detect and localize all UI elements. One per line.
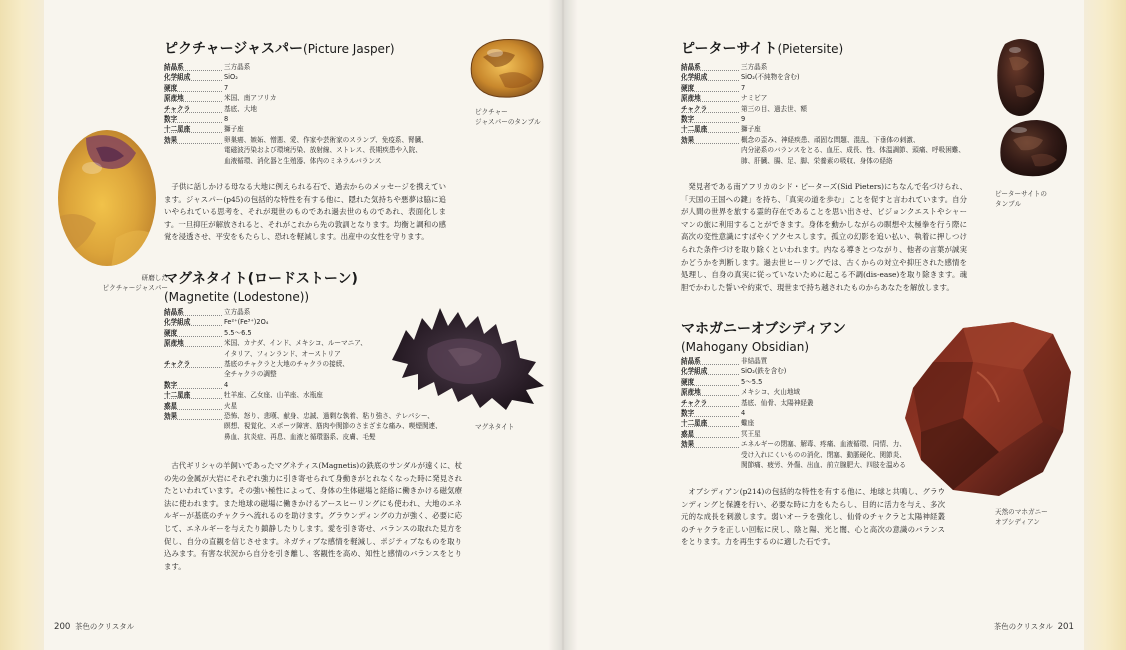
pietersite-tumble-top-image xyxy=(995,36,1047,118)
property-value: SiO₂(鉄を含む) xyxy=(741,367,787,376)
book-gutter xyxy=(548,0,578,650)
property-row xyxy=(681,72,965,82)
property-row xyxy=(681,366,906,376)
property-label: 硬度 xyxy=(681,83,739,92)
property-row xyxy=(681,377,906,387)
property-label: 惑星 xyxy=(164,401,222,410)
property-label: 硬度 xyxy=(164,328,222,337)
property-value: 非結晶質 xyxy=(741,357,768,365)
property-value: 火星 xyxy=(224,401,238,410)
property-label: 原産地 xyxy=(164,338,222,347)
property-value: ナミビア xyxy=(741,94,768,103)
property-label: 硬度 xyxy=(681,377,739,386)
property-value: 三方晶系 xyxy=(741,63,768,71)
polished-picture-jasper-image xyxy=(56,128,158,268)
property-label: 化学組成 xyxy=(164,317,222,326)
right-page-footer xyxy=(994,621,1074,632)
property-row xyxy=(164,72,428,82)
property-row xyxy=(681,83,965,93)
property-label: 惑星 xyxy=(681,429,739,438)
property-row xyxy=(681,104,965,114)
property-label: 化学組成 xyxy=(164,72,222,81)
property-label: 化学組成 xyxy=(681,366,739,375)
property-value: 基底、大地 xyxy=(224,104,257,113)
property-label: 原産地 xyxy=(164,93,222,102)
magnetite-image xyxy=(388,300,548,412)
right-page xyxy=(563,0,1084,650)
property-label: 結晶系 xyxy=(164,62,222,71)
magnetite-title xyxy=(164,268,358,304)
property-value: 4 xyxy=(741,409,746,418)
polished-picture-jasper-caption: 研磨した ピクチャージャスパー xyxy=(102,274,168,292)
property-value: 冥王星 xyxy=(741,429,761,438)
mahogany-obsidian-body: オブシディアン(p214)の包括的な特性を有する他に、地球と共鳴し、グラウンディングと保護を行い、必要な時に力をもたらし、目的に活力を与え、多次元的な成長を刺激します。弱いオーラを強化し、仙骨のチャクラと太陽神経叢のチャクラを正しい回転に戻し、陰と陽、光と闇、心と高次の意識のバランスをとります。力を再生するのに適した石です。 xyxy=(681,487,945,547)
property-row xyxy=(164,114,428,124)
property-row xyxy=(681,93,965,103)
magnetite-caption: マグネタイト xyxy=(475,423,515,431)
property-label: 数字 xyxy=(164,380,222,389)
pietersite-tumble-caption: ピーターサイトの タンブル xyxy=(995,190,1048,208)
property-label: 十二星座 xyxy=(681,418,739,427)
property-value: 米国、南アフリカ xyxy=(224,94,277,103)
property-value: 恐怖、怒り、悲嘆、献身、忠誠、過剰な執着、粘り強さ、テレパシー、 瞑想、視覚化、スポーツ障害、筋肉や関節のさまざまな痛み、喫煙関連、 鼻血、抗炎症、再息、血液と循環器系、皮膚、毛髪 xyxy=(224,412,442,441)
property-label: 硬度 xyxy=(164,83,222,92)
property-row xyxy=(681,114,965,124)
property-label: 原産地 xyxy=(681,387,739,396)
property-label: チャクラ xyxy=(681,104,739,113)
property-label: 数字 xyxy=(681,114,739,123)
property-value: 三方晶系 xyxy=(224,63,251,71)
property-label: 十二星座 xyxy=(681,124,739,133)
right-running-footer: 茶色のクリスタル xyxy=(993,622,1053,631)
property-value: 基底のチャクラと大地のチャクラの接続、 全チャクラの調整 xyxy=(224,360,349,379)
property-value: 4 xyxy=(224,380,229,389)
pietersite-title-en: (Pietersite) xyxy=(777,42,844,56)
property-value: 獅子座 xyxy=(224,125,244,134)
property-value: 蠍座 xyxy=(741,419,755,428)
right-page-number: 201 xyxy=(1057,622,1074,632)
property-label: 数字 xyxy=(164,114,222,123)
mahogany-obsidian-caption: 天然のマホガニー オブシディアン xyxy=(995,508,1048,526)
mahogany-obsidian-image xyxy=(903,322,1073,498)
magnetite-title-en: (Magnetite (Lodestone)) xyxy=(164,290,310,304)
left-running-footer: 茶色のクリスタル xyxy=(75,622,135,631)
picture-jasper-body: 子供に話しかける母なる大地に例えられる石で、過去からのメッセージを携えています。ジャスパー(p45)の包括的な特性を有する他に、隠れた気持ちや悪夢は脇に追いやられている思考を、それが現世のものであれ過去世のものであれ、表面化します。一旦抑圧が解放されると、それがこれから先の敦訓となります。均衡と調和の感覚を浸透させ、平安をもたらし、恐れを軽減します。出産中の女性を守ります。 xyxy=(164,182,446,242)
left-page-number: 200 xyxy=(54,622,71,632)
pietersite-title-jp: ピーターサイト xyxy=(681,41,778,57)
property-label: 十二星座 xyxy=(164,124,222,133)
picture-jasper-tumble-image xyxy=(469,37,545,99)
property-value: 5〜5.5 xyxy=(741,377,763,386)
property-row xyxy=(681,408,906,418)
property-label: 効果 xyxy=(681,439,739,448)
property-value: SiO₂(不純物を含む) xyxy=(741,73,800,82)
property-value: 基底、仙骨、太陽神経叢 xyxy=(741,398,814,407)
magnetite-body: 古代ギリシャの羊飼いであったマグネティス(Magnetis)の鉄底のサンダルが遠くに、杖の先の金属が大岩にそれぞれ強力に引き寄せられて身動きがとれなくなった時に発見されたといわれています。その強い極性によって、身体の生体磁場と経絡に働きかける磁気療法に使われます。また地球の磁場に働きかけるアースヒーリングにも使われ、大地のエネルギーが基底のチャクラへ流れるのを助けます。グラウンディングの力が強く、必要に応じて、エネルギーを与えたり鎮静したりします。愛を引き寄せ、バランスの取れた見方を促し、自分の直観を信じさせます。ネガティブな感情を軽減し、ポジティブなものを取り込みます。有害な状況から自分を引き離し、客観性を高め、知性と感情のバランスをとります。 xyxy=(164,461,462,571)
property-value: 9 xyxy=(741,115,746,124)
property-label: 結晶系 xyxy=(164,307,222,316)
property-value: Fe²⁺(Fe³⁺)2O₄ xyxy=(224,318,269,327)
mahogany-obsidian-title-jp: マホガニーオブシディアン xyxy=(681,321,847,337)
property-value: 概念の歪み、神経疾患、頑固な問題、混乱、下垂体の刺激、 内分泌系のバランスをとる、血圧、成長、性、体温調節、頭痛、呼吸困難、 肺、肝臓、腸、足、脚、栄養素の吸収、身体の経絡 xyxy=(741,135,965,165)
property-value: 7 xyxy=(741,83,746,92)
property-row xyxy=(164,124,428,134)
property-value: 立方晶系 xyxy=(224,308,251,316)
property-row xyxy=(164,411,442,442)
property-label: 化学組成 xyxy=(681,72,739,81)
property-value: 5.5〜6.5 xyxy=(224,328,252,337)
picture-jasper-title xyxy=(164,38,395,58)
mahogany-obsidian-title-en: (Mahogany Obsidian) xyxy=(681,340,810,354)
property-value: 7 xyxy=(224,83,229,92)
magnetite-title-jp: マグネタイト(ロードストーン) xyxy=(164,271,358,287)
property-label: 数字 xyxy=(681,408,739,417)
property-value: 8 xyxy=(224,115,229,124)
property-value: SiO₂ xyxy=(224,73,238,82)
pietersite-title xyxy=(681,38,843,58)
property-value: メキシコ、火山地域 xyxy=(741,388,801,397)
property-row xyxy=(681,62,965,72)
pietersite-body: 発見者である南アフリカのシド・ピーターズ(Sid Pieters)にちなんで名づけられ、「天国の王国への鍵」を持ち、「真実の道を歩む」ことを促すと言われています。自分が人間の世界を旅する霊的存在であることを思い出させ、ビジョンクエストやシャーマンの旅に利用することができます。身体を動かしながらの瞑想や太極拳を行う際に高次の変性意識にすばやくアクセスします。孤立の幻影を追い払い、執着に押しつけられた条件づけを取り除くといわれます。内なる導きとつながり、他者の言葉が誠実かどうかを判断します。過去世ヒーリングでは、古くからの対立や抑圧された感情を処理し、自身の真実に従っていないために起こる不調(dis-ease)を取り除きます。魂胆でかわした誓いや約束で、現世まで持ち越されたものからあなたを解放します。 xyxy=(681,182,967,292)
left-page xyxy=(44,0,563,650)
pietersite-properties xyxy=(681,62,965,166)
property-label: チャクラ xyxy=(681,398,739,407)
property-label: 十二星座 xyxy=(164,390,222,399)
property-row xyxy=(164,93,428,103)
property-row xyxy=(681,439,906,470)
property-value: 獅子座 xyxy=(741,125,761,134)
property-value: 米国、カナダ、インド、メキシコ、ルーマニア、 イタリア、フィンランド、オーストリア xyxy=(224,339,367,358)
property-label: 効果 xyxy=(681,135,739,144)
property-value: エネルギーの閉塞、解毒、疼痛、血液循環、同情、力、 受け入れにくいものの消化、閉塞、動脈硬化、関節炎、 関節痛、疲労、外傷、出血、前立腺肥大、四肢を温める xyxy=(741,440,906,470)
property-row xyxy=(164,83,428,93)
left-page-footer xyxy=(54,621,134,632)
property-row xyxy=(681,398,906,408)
left-background-edge xyxy=(0,0,44,650)
property-label: チャクラ xyxy=(164,104,222,113)
property-value: 牡羊座、乙女座、山羊座、水瓶座 xyxy=(224,391,323,400)
property-value: 第三の目、過去世、額 xyxy=(741,104,807,113)
mahogany-obsidian-title xyxy=(681,318,846,354)
property-row xyxy=(164,104,428,114)
picture-jasper-properties xyxy=(164,62,428,166)
property-row xyxy=(681,356,906,366)
property-label: チャクラ xyxy=(164,359,222,368)
property-row xyxy=(681,135,965,166)
property-row xyxy=(681,418,906,428)
property-row xyxy=(681,429,906,439)
picture-jasper-tumble-caption: ピクチャー ジャスパーのタンブル xyxy=(475,108,541,126)
property-label: 効果 xyxy=(164,135,222,144)
picture-jasper-title-jp: ピクチャージャスパー xyxy=(164,41,304,57)
property-label: 効果 xyxy=(164,411,222,420)
property-row xyxy=(164,62,428,72)
property-label: 原産地 xyxy=(681,93,739,102)
mahogany-obsidian-properties xyxy=(681,356,906,470)
picture-jasper-title-en: (Picture Jasper) xyxy=(303,42,395,56)
pietersite-tumble-bottom-image xyxy=(997,118,1069,178)
property-label: 結晶系 xyxy=(681,62,739,71)
property-row xyxy=(164,135,428,166)
property-row xyxy=(681,124,965,134)
property-label: 結晶系 xyxy=(681,356,739,365)
right-background-edge xyxy=(1084,0,1126,650)
property-row xyxy=(681,387,906,397)
property-value: 卵巣癌、嫉妬、憎悪、愛、作家や芸術家のスランプ、免疫系、腎臓、 電磁波汚染および環境汚染、放射線、ストレス、長期疾患や入院、 血液循環、消化器と生殖器、体内のミネラルバランス xyxy=(224,135,428,165)
